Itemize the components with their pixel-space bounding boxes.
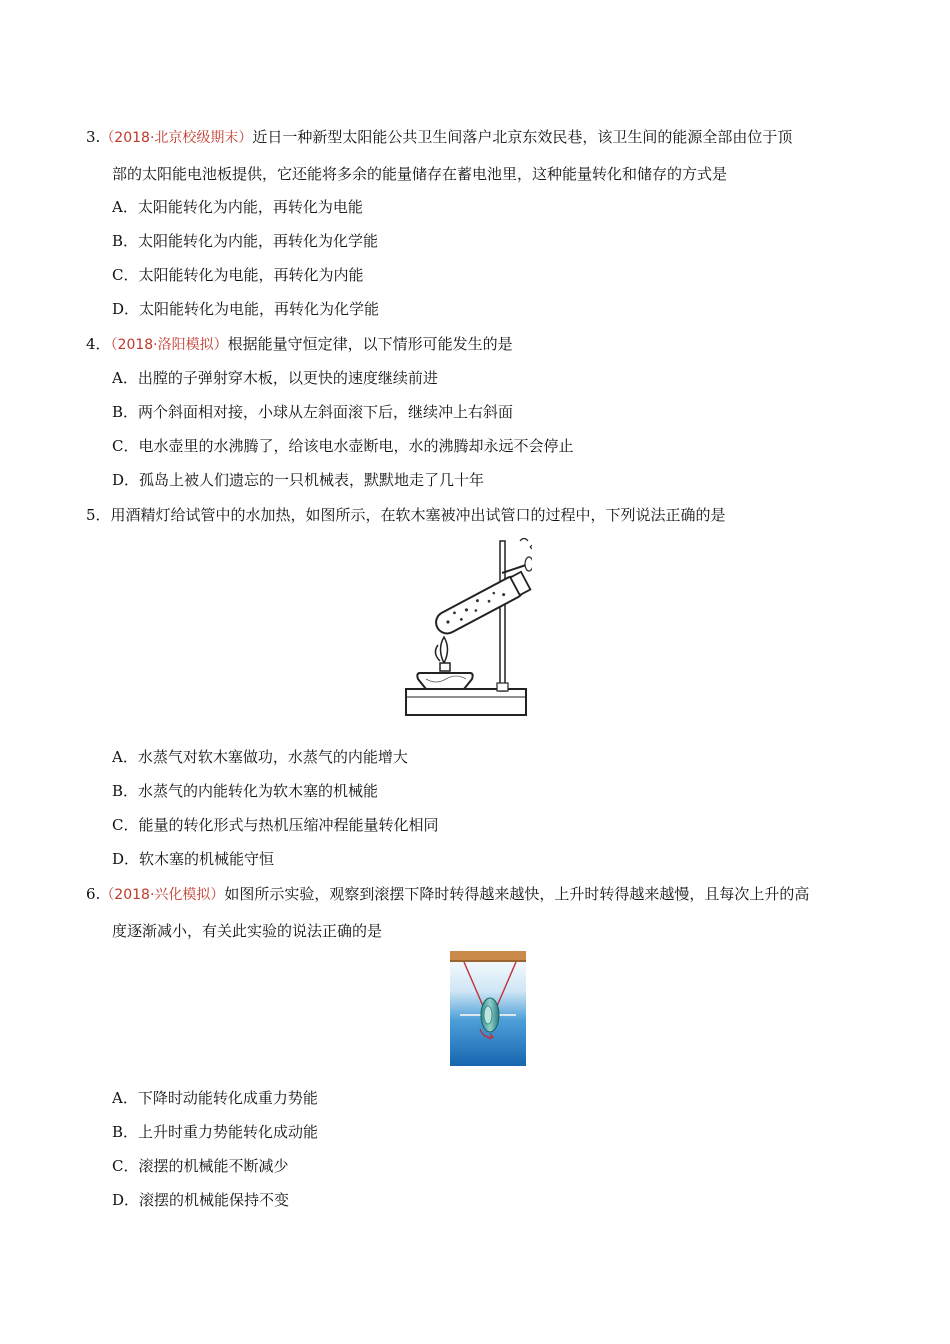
question-6-option-b: B．上升时重力势能转化成动能 — [112, 1123, 319, 1141]
question-6-stem-line2: 度逐渐减小，有关此实验的说法正确的是 — [112, 922, 383, 940]
question-number: 5． — [86, 506, 111, 524]
question-3-stem-line1 — [86, 127, 792, 148]
source-tag: （2018·洛阳模拟） — [110, 337, 228, 353]
question-4-option-a: A．出膛的子弹射穿木板，以更快的速度继续前进 — [112, 369, 438, 387]
question-5-option-a: A．水蒸气对软木塞做功，水蒸气的内能增大 — [112, 748, 408, 766]
question-number: 6. — [86, 885, 101, 903]
question-5-option-c: C．能量的转化形式与热机压缩冲程能量转化相同 — [112, 816, 439, 834]
question-3-stem-line2: 部的太阳能电池板提供，它还能将多余的能量储存在蓄电池里，这种能量转化和储存的方式是 — [112, 165, 728, 183]
question-6-option-a: A．下降时动能转化成重力势能 — [112, 1089, 318, 1107]
question-text: 用酒精灯给试管中的水加热，如图所示，在软木塞被冲出试管口的过程中，下列说法正确的是 — [110, 506, 726, 524]
test-tube-heating-figure — [402, 535, 532, 723]
question-text: 如图所示实验，观察到滚摆下降时转得越来越快，上升时转得越来越慢，且每次上升的高 — [224, 885, 810, 903]
source-tag: （2018·兴化模拟） — [100, 887, 225, 903]
question-4-option-d: D．孤岛上被人们遗忘的一只机械表，默默地走了几十年 — [112, 471, 485, 489]
source-tag: （2018·北京校级期末） — [100, 130, 253, 146]
question-number: 4． — [86, 335, 111, 353]
question-number: 3. — [86, 128, 101, 146]
question-text: 近日一种新型太阳能公共卫生间落户北京东效民巷，该卫生间的能源全部由位于顶 — [252, 128, 793, 146]
question-5-option-b: B．水蒸气的内能转化为软木塞的机械能 — [112, 782, 379, 800]
question-4-stem — [86, 334, 513, 355]
maxwell-pendulum-figure — [450, 951, 526, 1066]
question-6-option-c: C．滚摆的机械能不断减少 — [112, 1157, 289, 1175]
question-6-option-d: D．滚摆的机械能保持不变 — [112, 1191, 290, 1209]
question-3-option-c: C．太阳能转化为电能，再转化为内能 — [112, 266, 364, 284]
question-text: 根据能量守恒定律，以下情形可能发生的是 — [227, 335, 513, 353]
question-6-stem-line1 — [86, 884, 809, 905]
question-4-option-c: C．电水壶里的水沸腾了，给该电水壶断电，水的沸腾却永远不会停止 — [112, 437, 574, 455]
question-3-option-a: A．太阳能转化为内能，再转化为电能 — [112, 198, 363, 216]
question-4-option-b: B．两个斜面相对接，小球从左斜面滚下后，继续冲上右斜面 — [112, 403, 514, 421]
question-3-option-b: B．太阳能转化为内能，再转化为化学能 — [112, 232, 379, 250]
question-5-option-d: D．软木塞的机械能守恒 — [112, 850, 275, 868]
question-5-stem — [86, 505, 726, 525]
question-3-option-d: D．太阳能转化为电能，再转化为化学能 — [112, 300, 380, 318]
